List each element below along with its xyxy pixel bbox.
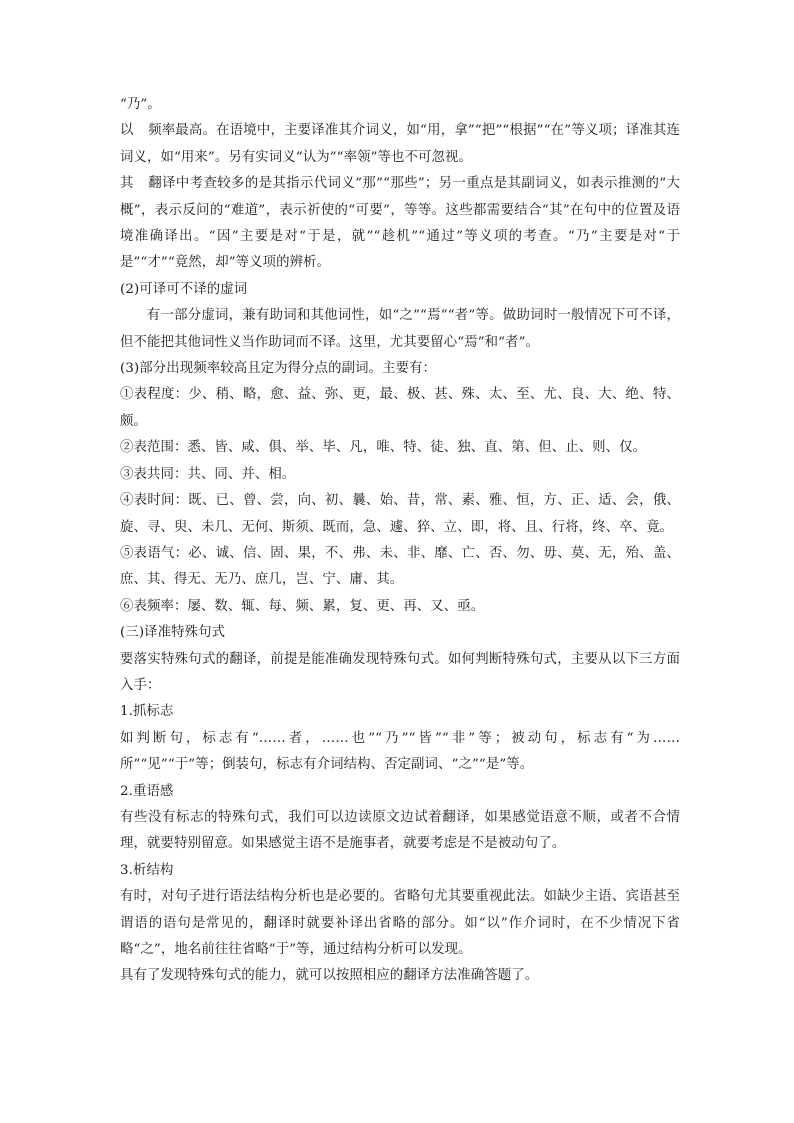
paragraph-text: 翻译中考查较多的是其指示代词义“那”“那些”；另一重点是其副词义，如表示推测的“大概”，表示反问的“难道”，表示祈使的“可要”，等等。这些都需要结合“其”在句中的位置及语境准确译出。“因”主要是对“于是，就”“趁机”“通过”等义项的考查。“乃”主要是对“于是”“才”“竟然，却”等义项的辨析。 bbox=[120, 176, 680, 271]
list-item-scope: ②表范围：悉、皆、咸、俱、举、毕、凡，唯、特、徒、独、直、第、但、止、则、仅。 bbox=[120, 440, 647, 456]
section-heading: (2)可译可不译的虚词 bbox=[120, 281, 248, 297]
lead-character: 其 bbox=[120, 176, 134, 192]
section-heading: (三)译准特殊句式 bbox=[120, 625, 226, 641]
paragraph-yi bbox=[120, 118, 680, 171]
paragraph-structure: 有时，对句子进行语法结构分析也是必要的。省略句尤其要重视此法。如缺少主语、宾语甚至谓语的语句是常见的，翻译时就要补译出省略的部分。如“以”作介词时，在不少情况下省略“之”，地名前往往省略“于”等，通过结构分析可以发现。 bbox=[120, 889, 680, 957]
list-item-together: ③表共同：共、同、并、相。 bbox=[120, 466, 296, 482]
paragraph-conclusion: 具有了发现特殊句式的能力，就可以按照相应的翻译方法准确答题了。 bbox=[120, 968, 539, 984]
paragraph-continuation: “乃”。 bbox=[120, 97, 161, 112]
paragraph-markers: 如判断句，标志有“……者，……也”“乃”“皆”“非”等；被动句，标志有“为……所”“见”“于”等；倒装句，标志有介词结构、否定副词、“之”“是”等。 bbox=[120, 730, 680, 773]
document-body bbox=[120, 92, 680, 990]
subsection-heading: 3.析结构 bbox=[120, 862, 174, 878]
lead-character: 以 bbox=[120, 123, 134, 139]
list-item-mood: ⑤表语气：必、诚、信、固、果，不、弗、未、非、靡、亡、否、勿、毋、莫、无，殆、盖、庶、其、得无、无乃、庶几，岂、宁、庸、其。 bbox=[120, 545, 680, 588]
list-item-degree: ①表程度：少、稍、略，愈、益、弥、更，最、极、甚、殊、太、至、尤、良、大、绝、特、颇。 bbox=[120, 387, 680, 429]
section-heading: (3)部分出现频率较高且定为得分点的副词。主要有： bbox=[120, 361, 437, 377]
paragraph-text: 频率最高。在语境中，主要译准其介词义，如“用，拿”“把”“根据”“在”等义项；译准其连词义，如“用来”。另有实词义“认为”“率领”等也不可忽视。 bbox=[120, 123, 680, 165]
paragraph-qi bbox=[120, 171, 680, 277]
paragraph-optional-translation: 有一部分虚词，兼有助词和其他词性，如“之”“焉”“者”等。做助词时一般情况下可不译，但不能把其他词性义当作助词而不译。这里，尤其要留心“焉”和“者”。 bbox=[120, 308, 680, 350]
subsection-heading: 1.抓标志 bbox=[120, 704, 174, 720]
subsection-heading: 2.重语感 bbox=[120, 783, 174, 799]
list-item-time: ④表时间：既、已、曾、尝，向、初、曩、始、昔，常、素、雅、恒，方、正、适、会，俄、旋、寻、臾、未几、无何、斯须、既而，急、遽、猝、立、即，将、且、行将，终、卒、竟。 bbox=[120, 493, 680, 535]
paragraph-sense: 有些没有标志的特殊句式，我们可以边读原文边试着翻译，如果感觉语意不顺，或者不合情理，就要特别留意。如果感觉主语不是施事者，就要考虑是不是被动句了。 bbox=[120, 809, 680, 852]
paragraph-intro: 要落实特殊句式的翻译，前提是能准确发现特殊句式。如何判断特殊句式，主要从以下三方面入手： bbox=[120, 651, 680, 693]
list-item-frequency: ⑥表频率：屡、数、辄、每、频、累，复、更、再、又、亟。 bbox=[120, 598, 485, 614]
